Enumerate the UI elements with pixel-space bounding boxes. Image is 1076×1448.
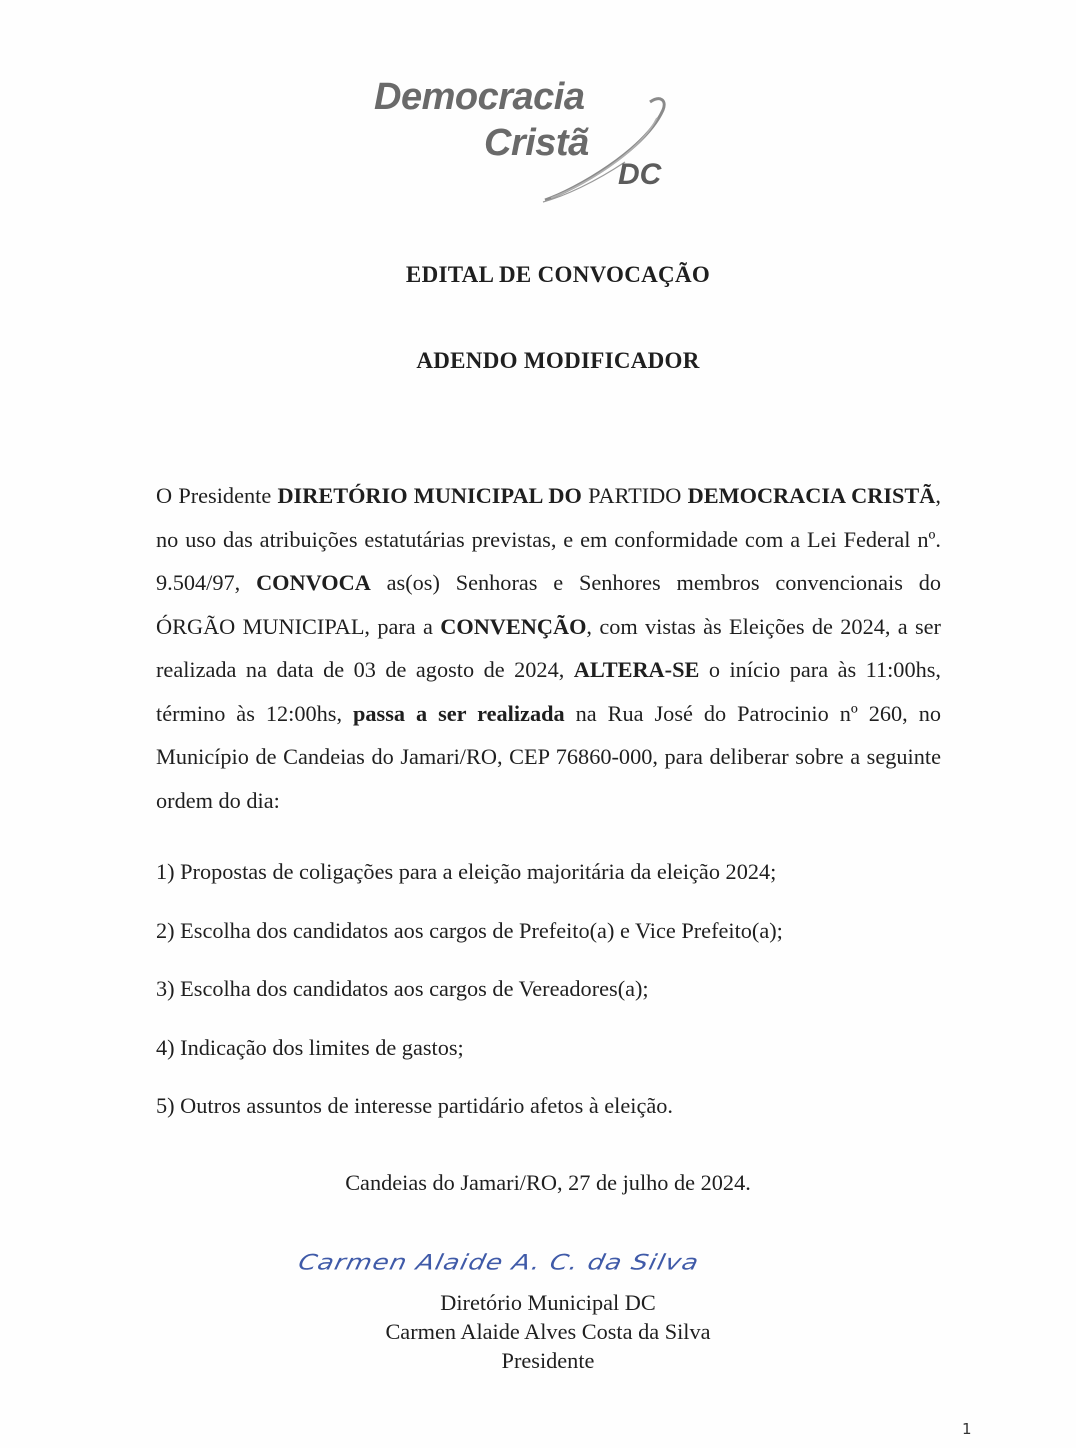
agenda-item: 3) Escolha dos candidatos aos cargos de Vereadores(a); bbox=[156, 976, 649, 1001]
body-bold-segment: passa a ser realizada bbox=[352, 700, 565, 726]
body-bold-segment: DIRETÓRIO MUNICIPAL DO bbox=[277, 483, 582, 508]
logo-text-democracia: Democracia bbox=[374, 76, 585, 118]
agenda-item: 1) Propostas de coligações para a eleição majoritária da eleição 2024; bbox=[156, 859, 777, 884]
signatory-name: Carmen Alaide Alves Costa da Silva bbox=[385, 1319, 711, 1344]
logo-text-crista: Cristã bbox=[484, 122, 589, 164]
body-text-segment: , no uso das atribuições estatutárias previstas, e em conformidade com a Lei Federal nº. 9.504/97, bbox=[156, 483, 941, 595]
body-bold-segment: CONVOCA bbox=[256, 570, 371, 595]
body-text-segment: na Rua José do Patrocinio nº 260, no Município de Candeias do Jamari/RO, CEP 76860-000, para deliberar sobre a seguinte ordem do dia: bbox=[156, 700, 941, 813]
body-text-segment: O Presidente bbox=[156, 483, 278, 508]
body-text-segment: o início para às 11:00hs, término às 12:00hs, bbox=[156, 657, 941, 726]
logo-text-dc: DC bbox=[618, 158, 662, 191]
agenda-list bbox=[156, 852, 956, 1145]
signatory-org: Diretório Municipal DC bbox=[440, 1290, 656, 1315]
body-text-segment: PARTIDO bbox=[581, 483, 688, 508]
body-bold-segment: CONVENÇÃO bbox=[440, 613, 587, 639]
agenda-item: 4) Indicação dos limites de gastos; bbox=[156, 1034, 464, 1060]
agenda-item: 5) Outros assuntos de interesse partidário afetos à eleição. bbox=[156, 1093, 673, 1118]
signature-script: Carmen Alaide A. C. da Silva bbox=[296, 1250, 702, 1275]
body-bold-segment: DEMOCRACIA CRISTÃ bbox=[687, 483, 936, 508]
agenda-item: 2) Escolha dos candidatos aos cargos de Prefeito(a) e Vice Prefeito(a); bbox=[156, 917, 783, 943]
document-subtitle: ADENDO MODIFICADOR bbox=[416, 348, 700, 373]
body-text-segment: , com vistas às Eleições de 2024, a ser realizada na data de 03 de agosto de 2024, bbox=[156, 613, 941, 682]
signatory-role: Presidente bbox=[501, 1348, 595, 1373]
body-text-segment: as(os) Senhoras e Senhores membros convencionais do ÓRGÃO MUNICIPAL, para a bbox=[156, 570, 942, 639]
page-number: 1 bbox=[962, 1420, 972, 1438]
body-bold-segment: ALTERA-SE bbox=[573, 657, 700, 682]
document-title: EDITAL DE CONVOCAÇÃO bbox=[405, 262, 711, 287]
place-and-date: Candeias do Jamari/RO, 27 de julho de 2024. bbox=[345, 1170, 751, 1195]
party-logo bbox=[360, 70, 680, 205]
convocation-paragraph bbox=[156, 474, 941, 822]
signatory-block bbox=[0, 1288, 1076, 1375]
